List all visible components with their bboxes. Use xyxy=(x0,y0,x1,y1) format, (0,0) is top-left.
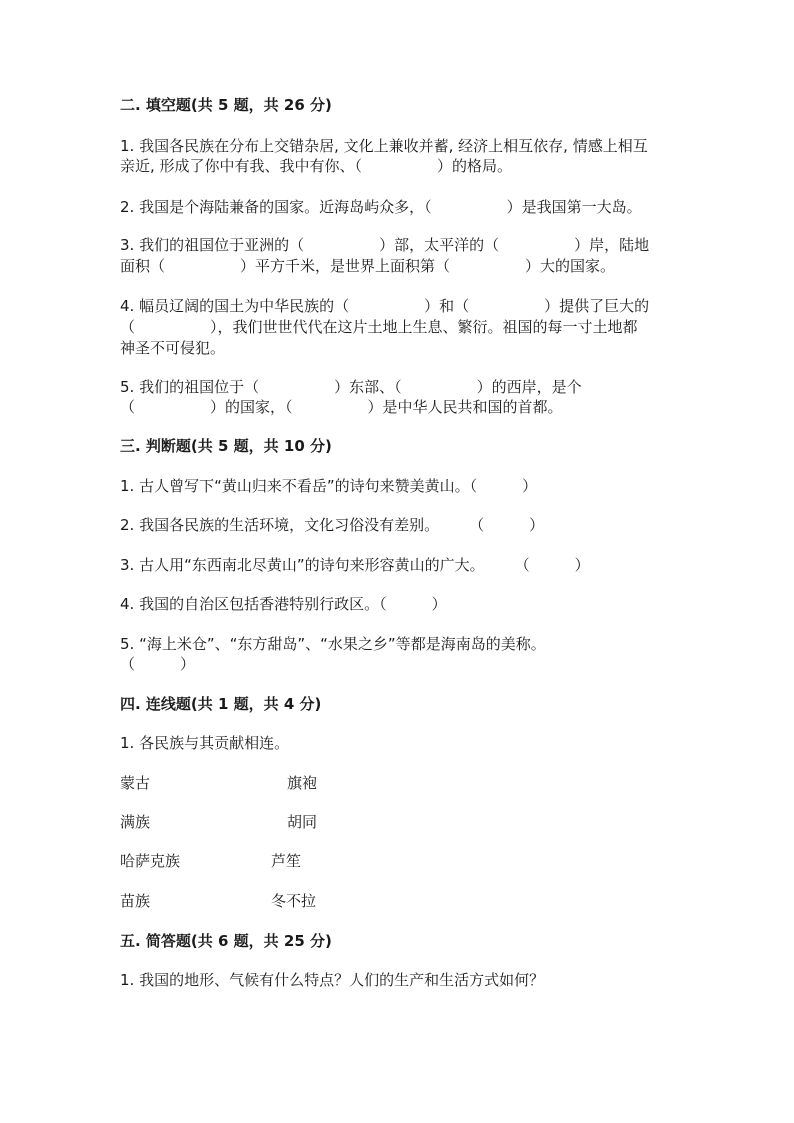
section-heading-fill-blank: 二. 填空题(共 5 题，共 26 分) xyxy=(120,96,332,114)
question-text: 4. 幅员辽阔的国土为中华民族的（ ）和（ ）提供了巨大的 xyxy=(120,297,650,315)
match-right-item: 旗袍 xyxy=(287,774,318,792)
question-text: 2. 我国各民族的生活环境，文化习俗没有差别。 （ ） xyxy=(120,516,545,534)
question-text: 3. 我们的祖国位于亚洲的（ ）部，太平洋的（ ）岸，陆地 xyxy=(120,236,650,254)
match-left-item: 蒙古 xyxy=(120,774,151,792)
question-text: 2. 我国是个海陆兼备的国家。近海岛屿众多，（ ）是我国第一大岛。 xyxy=(120,198,642,216)
section-heading-judge: 三. 判断题(共 5 题，共 10 分) xyxy=(120,437,332,455)
match-right-item: 胡同 xyxy=(287,813,318,831)
question-text: 1. 我国各民族在分布上交错杂居, 文化上兼收并蓄, 经济上相互依存, 情感上相互 xyxy=(120,137,648,155)
question-text: 4. 我国的自治区包括香港特别行政区。（ ） xyxy=(120,595,447,613)
question-text: 1. 我国的地形、气候有什么特点？人们的生产和生活方式如何？ xyxy=(120,971,545,989)
question-text: 面积（ ）平方千米，是世界上面积第（ ）大的国家。 xyxy=(120,257,616,275)
match-left-item: 满族 xyxy=(120,813,151,831)
question-text: 1. 古人曾写下“黄山归来不看岳”的诗句来赞美黄山。（ ） xyxy=(120,477,538,495)
match-right-item: 芦笙 xyxy=(271,852,302,870)
question-text: 3. 古人用“东西南北尽黄山”的诗句来形容黄山的广大。 （ ） xyxy=(120,556,590,574)
question-text: 神圣不可侵犯。 xyxy=(120,339,226,357)
section-heading-match: 四. 连线题(共 1 题，共 4 分) xyxy=(120,695,322,713)
question-text: （ ），我们世世代代在这片土地上生息、繁衍。祖国的每一寸土地都 xyxy=(120,318,638,336)
question-text: 亲近, 形成了你中有我、我中有你、（ ）的格局。 xyxy=(120,157,513,175)
question-text: 5. 我们的祖国位于（ ）东部、（ ）的西岸，是个 xyxy=(120,378,582,396)
question-text: 1. 各民族与其贡献相连。 xyxy=(120,734,290,752)
match-right-item: 冬不拉 xyxy=(271,892,317,910)
section-heading-short-answer: 五. 简答题(共 6 题，共 25 分) xyxy=(120,932,332,950)
match-left-item: 哈萨克族 xyxy=(120,852,181,870)
question-text: （ ）的国家，（ ）是中华人民共和国的首都。 xyxy=(120,398,563,416)
match-left-item: 苗族 xyxy=(120,892,151,910)
question-text: （ ） xyxy=(120,655,196,673)
question-text: 5. “海上米仓”、“东方甜岛”、“水果之乡”等都是海南岛的美称。 xyxy=(120,635,546,653)
